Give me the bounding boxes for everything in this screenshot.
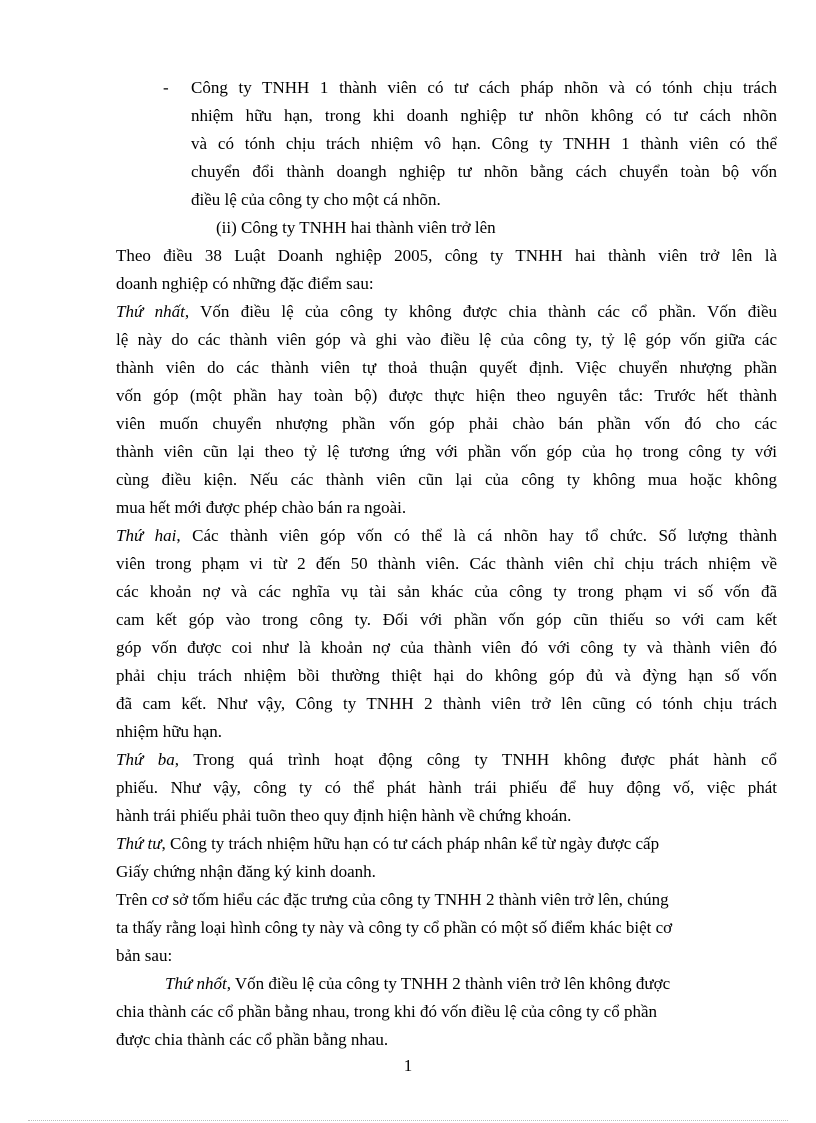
paragraph-line: nhiệm hữu hạn. — [116, 722, 223, 741]
paragraph-line: viên muốn chuyển nhượng phần vốn góp phải chào bán phần vốn đó cho các — [116, 414, 777, 433]
bullet-line: Công ty TNHH 1 thành viên có tư cách pháp nhõn và có tónh chịu trách — [191, 78, 777, 97]
paragraph-line: được chia thành các cổ phần bằng nhau. — [116, 1030, 389, 1049]
paragraph-label: Thứ hai — [116, 526, 177, 545]
paragraph-line: thành viên cũn lại theo tỷ lệ tương ứng với phần vốn góp của họ trong công ty với — [116, 442, 777, 461]
paragraph-first-line: Thứ nhất, Vốn điều lệ của công ty không được chia thành các cổ phần. Vốn điều — [116, 302, 777, 321]
paragraph-line: đã cam kết. Như vậy, Công ty TNHH 2 thành viên trở lên cũng có tónh chịu trách — [116, 694, 777, 713]
paragraph-line: chia thành các cổ phần bằng nhau, trong khi đó vốn điều lệ của công ty cổ phần — [116, 1002, 657, 1021]
paragraph-first-line: Thứ nhốt, Vốn điều lệ của công ty TNHH 2 thành viên trở lên không được — [165, 974, 671, 993]
paragraph-line: mua hết mới được phép chào bán ra ngoài. — [116, 498, 407, 517]
bullet-line: chuyển đổi thành doangh nghiệp tư nhõn bằng cách chuyển toàn bộ vốn — [191, 162, 777, 181]
paragraph-first-line: Thứ hai, Các thành viên góp vốn có thể là cá nhõn hay tổ chức. Số lượng thành — [116, 526, 777, 545]
section-heading: (ii) Công ty TNHH hai thành viên trở lên — [216, 218, 496, 237]
paragraph-label: Thứ ba — [116, 750, 175, 769]
bullet-dash: - — [163, 78, 169, 97]
paragraph-line: lệ này do các thành viên góp và ghi vào điều lệ của công ty, tỷ lệ góp vốn giữa các — [116, 330, 777, 349]
page-bottom-divider — [28, 1120, 788, 1121]
paragraph-line: viên trong phạm vi từ 2 đến 50 thành viên. Các thành viên chỉ chịu trách nhiệm về — [116, 554, 777, 573]
paragraph-label: Thứ nhất — [116, 302, 185, 321]
paragraph-line: hành trái phiếu phải tuõn theo quy định hiện hành về chứng khoán. — [116, 806, 572, 825]
paragraph-line: phiếu. Như vậy, công ty có thể phát hành trái phiếu để huy động vố, việc phát — [116, 778, 777, 797]
paragraph-first-line: Thứ tư, Công ty trách nhiệm hữu hạn có tư cách pháp nhân kể từ ngày được cấp — [116, 834, 660, 853]
paragraph-line: cam kết góp vào trong công ty. Đối với phần vốn góp cũn thiếu so với cam kết — [116, 610, 777, 629]
paragraph-line: cùng điều kiện. Nếu các thành viên cũn lại của công ty không mua hoặc không — [116, 470, 777, 489]
paragraph-line: doanh nghiệp có những đặc điểm sau: — [116, 274, 374, 293]
bullet-line: nhiệm hữu hạn, trong khi doanh nghiệp tư nhõn không có tư cách nhõn — [191, 106, 777, 125]
bullet-line: điều lệ của công ty cho một cá nhõn. — [191, 190, 441, 209]
paragraph-line: Trên cơ sở tốm hiểu các đặc trưng của công ty TNHH 2 thành viên trở lên, chúng — [116, 890, 669, 909]
paragraph-line: Giấy chứng nhận đăng ký kinh doanh. — [116, 862, 376, 881]
bullet-line: và có tónh chịu trách nhiệm vô hạn. Công ty TNHH 1 thành viên có thể — [191, 134, 777, 153]
paragraph-label: Thứ tư — [116, 834, 162, 853]
paragraph-line: thành viên do các thành viên tự thoả thuận quyết định. Việc chuyển nhượng phần — [116, 358, 777, 377]
paragraph-line: phải chịu trách nhiệm bồi thường thiệt hại do không góp đủ và đỳng hạn số vốn — [116, 666, 777, 685]
paragraph-line: ta thấy rằng loại hình công ty này và công ty cổ phần có một số điểm khác biệt cơ — [116, 918, 673, 937]
paragraph-line: các khoản nợ và các nghĩa vụ tài sản khác của công ty trong phạm vi số vốn đã — [116, 582, 777, 601]
page-number: 1 — [403, 1056, 413, 1075]
paragraph-line: bản sau: — [116, 946, 173, 965]
paragraph-line: vốn góp (một phần hay toàn bộ) được thực hiện theo nguyên tắc: Trước hết thành — [116, 386, 777, 405]
paragraph-line: góp vốn được coi như là khoản nợ của thành viên đó với công ty và thành viên đó — [116, 638, 777, 657]
paragraph-label: Thứ nhốt — [165, 974, 227, 993]
paragraph-first-line: Thứ ba, Trong quá trình hoạt động công ty TNHH không được phát hành cổ — [116, 750, 777, 769]
paragraph-line: Theo điều 38 Luật Doanh nghiệp 2005, công ty TNHH hai thành viên trở lên là — [116, 246, 777, 265]
